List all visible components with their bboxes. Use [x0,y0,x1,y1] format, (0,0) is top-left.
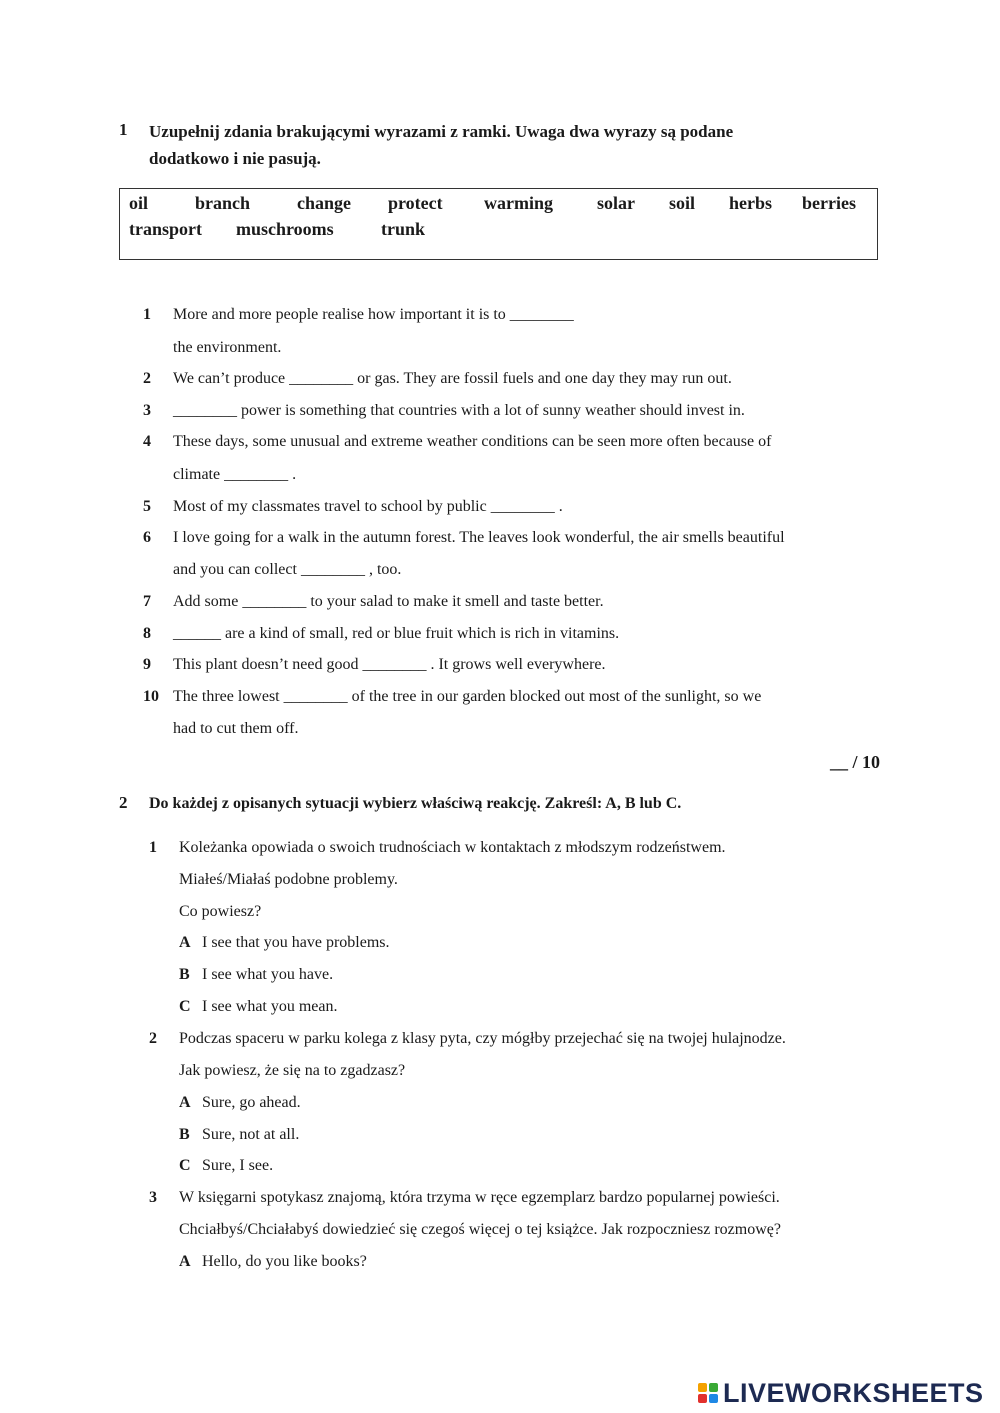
option-text[interactable]: Sure, I see. [202,1157,274,1174]
logo-square [709,1383,718,1392]
liveworksheets-logo[interactable] [698,1376,984,1410]
sentence-item: ______ are a kind of small, red or blue fruit which is rich in vitamins. [173,625,620,642]
word-chip: branch [195,193,251,213]
item-number: 4 [143,433,151,450]
question-text: Jak powiesz, że się na to zgadzasz? [179,1062,406,1079]
sentence-item-continuation: the environment. [173,339,282,356]
sentence-item: Add some ________ to your salad to make it smell and taste better. [173,593,604,610]
item-number: 6 [143,529,151,546]
logo-text: LIVEWORKSHEETS [723,1377,984,1408]
logo-square [698,1383,707,1392]
word-chip: oil [129,193,149,213]
score-box: __ / 10 [829,752,880,772]
logo-square [698,1394,707,1403]
exercise-1-title-line1: Uzupełnij zdania brakującymi wyrazami z ramki. Uwaga dwa wyrazy są podane [149,122,734,141]
option-text[interactable]: Sure, not at all. [202,1126,300,1143]
item-number: 1 [143,306,151,323]
sentence-item: The three lowest ________ of the tree in our garden blocked out most of the sunlight, so we [173,688,762,705]
option-letter[interactable]: A [179,934,191,951]
word-chip: solar [597,193,635,213]
option-text[interactable]: Hello, do you like books? [202,1253,367,1270]
option-text[interactable]: I see that you have problems. [202,934,390,951]
exercise-1-title-line2: dodatkowo i nie pasują. [149,149,321,168]
sentence-item: Most of my classmates travel to school by public ________ . [173,498,563,515]
option-letter[interactable]: C [179,998,191,1015]
option-letter[interactable]: B [179,1126,190,1143]
item-number: 2 [143,370,151,387]
question-text: Podczas spaceru w parku kolega z klasy pyta, czy mógłby przejechać się na twojej hulajnodze. [179,1030,786,1047]
item-number: 5 [143,498,151,515]
logo-mark-icon [698,1383,718,1403]
option-letter[interactable]: C [179,1157,191,1174]
question-text: W księgarni spotykasz znajomą, która trzyma w ręce egzemplarz bardzo popularnej powieści. [179,1189,780,1206]
question-number: 2 [149,1030,157,1047]
item-number: 10 [143,688,159,705]
sentence-item: I love going for a walk in the autumn forest. The leaves look wonderful, the air smells beautiful [173,529,785,546]
question-text: Chciałbyś/Chciałabyś dowiedzieć się czegoś więcej o tej książce. Jak rozpoczniesz rozmowę? [179,1221,781,1238]
sentence-item: More and more people realise how important it is to ________ [173,306,574,323]
word-chip: change [297,193,351,213]
question-text: Co powiesz? [179,903,262,920]
sentence-item: We can’t produce ________ or gas. They are fossil fuels and one day they may run out. [173,370,732,387]
word-chip: soil [669,193,696,213]
word-chip: berries [802,193,856,213]
question-text: Koleżanka opowiada o swoich trudnościach w kontaktach z młodszym rodzeństwem. [179,839,726,856]
item-number: 8 [143,625,151,642]
option-text[interactable]: I see what you have. [202,966,334,983]
word-box [119,188,878,260]
word-chip: transport [129,219,202,239]
question-number: 1 [149,839,157,856]
word-chip: trunk [381,219,426,239]
option-text[interactable]: I see what you mean. [202,998,338,1015]
question-number: 3 [149,1189,157,1206]
sentence-item: This plant doesn’t need good ________ . It grows well everywhere. [173,656,606,673]
sentence-item: ________ power is something that countries with a lot of sunny weather should invest in. [173,402,745,419]
word-chip: herbs [729,193,773,213]
option-letter[interactable]: A [179,1253,191,1270]
item-number: 3 [143,402,151,419]
exercise-2-title: Do każdej z opisanych sytuacji wybierz właściwą reakcję. Zakreśl: A, B lub C. [149,795,682,812]
sentence-item-continuation: climate ________ . [173,466,297,483]
option-letter[interactable]: B [179,966,190,983]
sentence-item: These days, some unusual and extreme weather conditions can be seen more often because of [173,433,772,450]
logo-square [709,1394,718,1403]
item-number: 7 [143,593,151,610]
word-chip: warming [484,193,553,213]
option-text[interactable]: Sure, go ahead. [202,1094,301,1111]
item-number: 9 [143,656,151,673]
sentence-item-continuation: had to cut them off. [173,720,299,737]
exercise-1-title [149,118,889,172]
option-letter[interactable]: A [179,1094,191,1111]
exercise-2-number: 2 [119,793,128,812]
exercise-1-number: 1 [119,120,128,139]
word-chip: protect [388,193,443,213]
sentence-item-continuation: and you can collect ________ , too. [173,561,402,578]
word-chip: muschrooms [236,219,334,239]
question-text: Miałeś/Miałaś podobne problemy. [179,871,398,888]
